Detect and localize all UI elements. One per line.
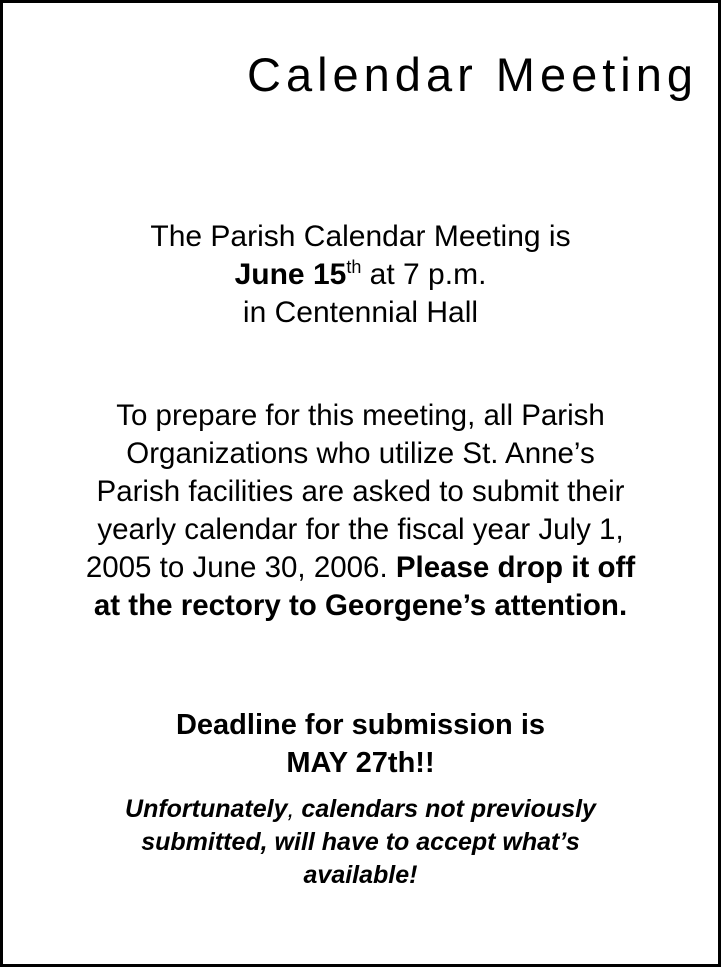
note-line-1-a: Unfortunately (125, 795, 288, 823)
meeting-location: in Centennial Hall (242, 296, 479, 329)
note-line-3: available! (303, 861, 418, 889)
prep-line-4: yearly calendar for the fiscal year July 1, (97, 513, 624, 546)
deadline-date: MAY 27th!! (286, 747, 435, 779)
note-line-1 (3, 793, 718, 826)
flyer-title: Calendar Meeting (247, 48, 698, 101)
meeting-time: at 7 p.m. (361, 258, 487, 291)
note-line-1-comma: , (287, 795, 302, 823)
meeting-date-suffix: th (346, 257, 362, 278)
prep-line-2: Organizations who utilize St. Anne’s (126, 437, 595, 470)
prep-line-5-bold: Please drop it off (395, 551, 636, 584)
preparation-paragraph (3, 397, 718, 625)
prep-line-3: Parish facilities are asked to submit their (96, 475, 625, 508)
late-submission-note (3, 793, 718, 892)
prep-line-5-plain: 2005 to June 30, 2006. (85, 551, 396, 584)
note-line-1-c: calendars not previously (301, 795, 596, 823)
meeting-line-1: The Parish Calendar Meeting is (150, 220, 571, 253)
meeting-date: June 15 (234, 258, 347, 291)
deadline-notice (3, 706, 718, 782)
meeting-date-line (3, 256, 718, 294)
deadline-line-1: Deadline for submission is (175, 709, 546, 741)
note-line-2: submitted, will have to accept what’s (141, 828, 580, 856)
prep-line-5 (3, 549, 718, 587)
prep-line-6: at the rectory to Georgene’s attention. (93, 589, 628, 622)
meeting-announcement (3, 218, 718, 332)
prep-line-1: To prepare for this meeting, all Parish (116, 399, 605, 432)
